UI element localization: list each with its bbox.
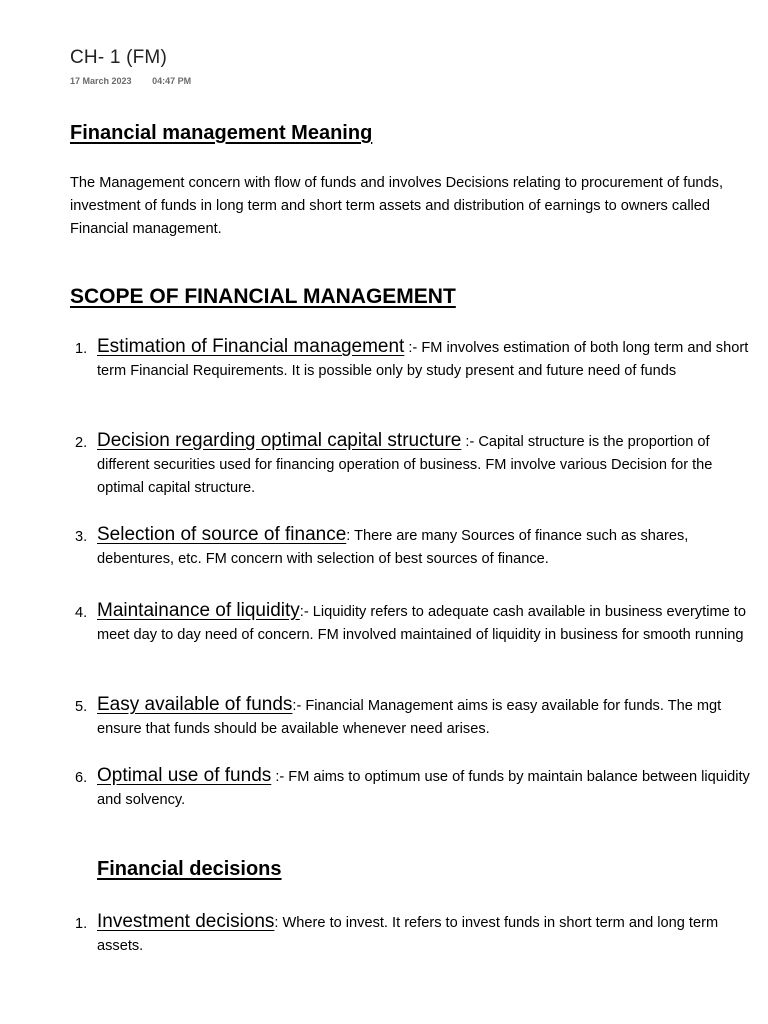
scope-term: Optimal use of funds xyxy=(97,765,272,786)
scope-description: : There are many Sources of finance such as shares, debentures, etc. FM concern with selection of best sources of finance. xyxy=(97,528,689,567)
scope-term: Estimation of Financial management xyxy=(97,336,405,357)
note-timestamp xyxy=(70,76,191,86)
meaning-heading: Financial management Meaning xyxy=(70,122,373,144)
scope-description: :- Financial Management aims is easy available for funds. The mgt ensure that funds should be available whenever need arises. xyxy=(97,698,722,737)
decision-item-1 xyxy=(75,910,762,958)
scope-description: :- FM involves estimation of both long term and short term Financial Requirements. It is possible only by study present and future need of funds xyxy=(97,340,749,379)
list-number: 1. xyxy=(75,916,88,932)
scope-term: Easy available of funds xyxy=(97,694,293,715)
list-number: 2. xyxy=(75,435,88,451)
scope-heading: SCOPE OF FINANCIAL MANAGEMENT xyxy=(70,285,456,308)
scope-term: Maintainance of liquidity xyxy=(97,600,300,621)
note-date: 17 March 2023 xyxy=(70,76,132,86)
scope-item-3 xyxy=(75,523,762,571)
list-number: 6. xyxy=(75,770,88,786)
scope-item-1 xyxy=(75,335,762,383)
decisions-heading: Financial decisions xyxy=(97,858,282,880)
note-title: CH- 1 (FM) xyxy=(70,47,167,68)
list-number: 5. xyxy=(75,699,88,715)
scope-term: Selection of source of finance xyxy=(97,524,347,545)
scope-description: :- FM aims to optimum use of funds by maintain balance between liquidity and solvency. xyxy=(97,769,750,808)
list-number: 1. xyxy=(75,341,88,357)
scope-item-4 xyxy=(75,599,762,647)
scope-item-6 xyxy=(75,764,762,812)
list-number: 4. xyxy=(75,605,88,621)
scope-term: Decision regarding optimal capital structure xyxy=(97,430,462,451)
scope-description: :- Liquidity refers to adequate cash available in business everytime to meet day to day need of concern. FM involved maintained of liquidity in business for smooth running xyxy=(97,604,746,643)
list-number: 3. xyxy=(75,529,88,545)
decision-description: : Where to invest. It refers to invest funds in short term and long term assets. xyxy=(97,915,719,954)
scope-description: :- Capital structure is the proportion of different securities used for financing operation of business. FM involve various Decision for the optimal capital structure. xyxy=(97,434,713,496)
scope-item-2 xyxy=(75,429,762,500)
decision-term: Investment decisions xyxy=(97,911,275,932)
scope-item-5 xyxy=(75,693,762,741)
meaning-paragraph: The Management concern with flow of funds and involves Decisions relating to procurement of funds, investment of funds in long term and short term assets and distribution of earnings to owners called Financial management. xyxy=(70,175,724,237)
note-time: 04:47 PM xyxy=(152,76,192,86)
